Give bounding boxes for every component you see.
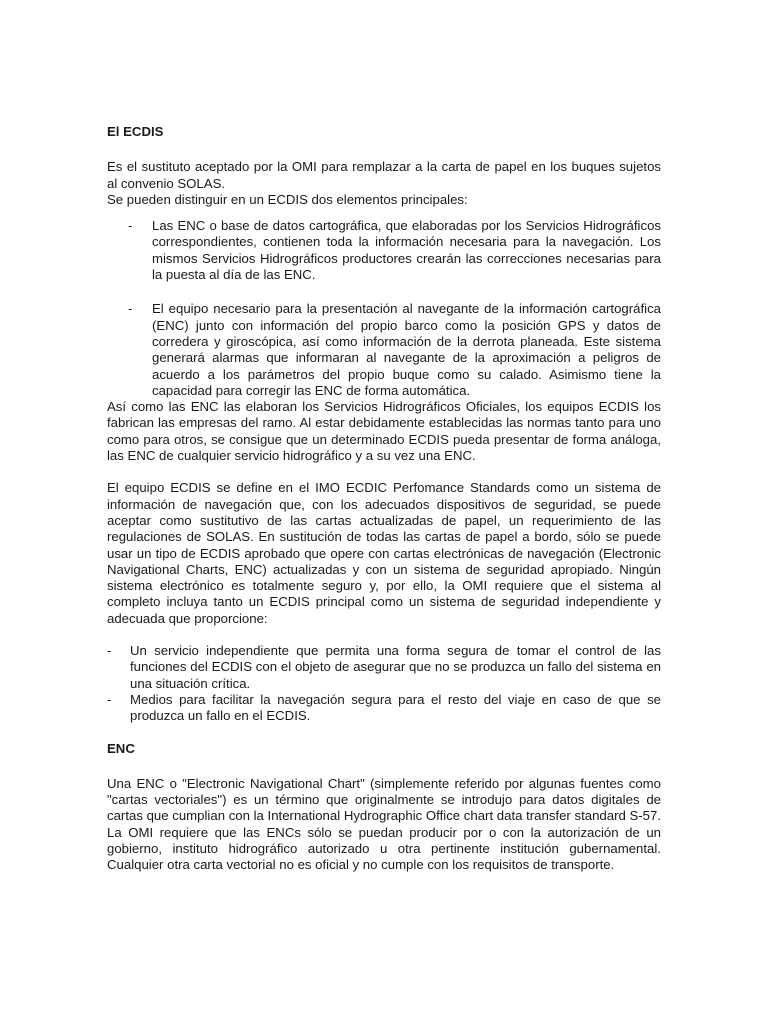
bullet-dash: -: [107, 643, 112, 659]
enc-definition-paragraph: Una ENC o "Electronic Navigational Chart" (simplemente referido por algunas fuentes como "cartas vectoriales") es un término que originalmente se introdujo para datos digitales de cartas que cumplian con la International Hydrographic Office chart data transfer standard S-57. La OMI requiere que las ENCs sólo se puedan producir por o con la autorización de un gobierno, instituto hidrográfico autorizado u otra pertinente institución gubernamental. Cualquier otra carta vectorial no es oficial y no cumple con los requisitos de transporte.: [107, 775, 661, 873]
list-item-text: Las ENC o base de datos cartográfica, que elaboradas por los Servicios Hidrográficos correspondientes, contienen toda la información necesaria para la navegación. Los mismos Servicios Hidrográficos productores crearán las correcciones necesarias para la puesta al día de las ENC.: [152, 218, 661, 283]
intro-paragraph: Es el sustituto aceptado por la OMI para remplazar a la carta de papel en los buques sujetos al convenio SOLAS.: [107, 159, 661, 191]
backup-requirements-list: [107, 643, 661, 724]
list-item: [107, 218, 661, 283]
section-title-ecdis: El ECDIS: [107, 124, 164, 139]
enc-manufacturers-paragraph: Así como las ENC las elaboran los Servicios Hidrográficos Oficiales, los equipos ECDIS los fabrican las empresas del ramo. Al estar debidamente establecidas las normas tanto para uno como para otros, se consigue que un determinado ECDIS pueda presentar de forma análoga, las ENC de cualquier servicio hidrográfico y a su vez una ENC.: [107, 399, 661, 464]
list-item: [107, 643, 661, 692]
list-item-text: Un servicio independiente que permita una forma segura de tomar el control de las funciones del ECDIS con el objeto de asegurar que no se produzca un fallo del sistema en una situación crítica.: [130, 643, 661, 691]
ecdis-elements-list: [107, 218, 661, 399]
ecdis-definition-paragraph: El equipo ECDIS se define en el IMO ECDIC Perfomance Standards como un sistema de información de navegación que, con los adecuados dispositivos de seguridad, se puede aceptar como sustitutivo de las cartas actualizadas de papel, un requerimiento de las regulaciones de SOLAS. En sustitución de todas las cartas de papel a bordo, sólo se puede usar un tipo de ECDIS aprobado que opere con cartas electrónicas de navegación (Electronic Navigational Charts, ENC) actualizadas y con un sistema de seguridad apropiado. Ningún sistema electrónico es totalmente seguro y, por ello, la OMI requiere que el sistema al completo incluya tanto un ECDIS principal como un sistema de seguridad independiente y adecuada que proporcione:: [107, 480, 661, 626]
list-item: [107, 692, 661, 725]
intro-paragraph-line2: Se pueden distinguir en un ECDIS dos elementos principales:: [107, 191, 468, 207]
list-item: [107, 301, 661, 399]
bullet-dash: -: [128, 301, 133, 317]
section-title-enc: ENC: [107, 740, 135, 756]
bullet-dash: -: [107, 691, 112, 707]
list-item-text: El equipo necesario para la presentación al navegante de la información cartográfica (ENC) junto con información del propio barco como la posición GPS y datos de corredera y giroscópica, así como información de la derrota planeada. Este sistema generará alarmas que informaran al navegante de la aproximación a peligros de acuerdo a los parámetros del propio buque como su calado. Asimismo tiene la capacidad para corregir las ENC de forma automática.: [152, 301, 661, 398]
list-item-text: Medios para facilitar la navegación segura para el resto del viaje en caso de que se produzca un fallo en el ECDIS.: [130, 691, 661, 724]
bullet-dash: -: [128, 218, 133, 234]
